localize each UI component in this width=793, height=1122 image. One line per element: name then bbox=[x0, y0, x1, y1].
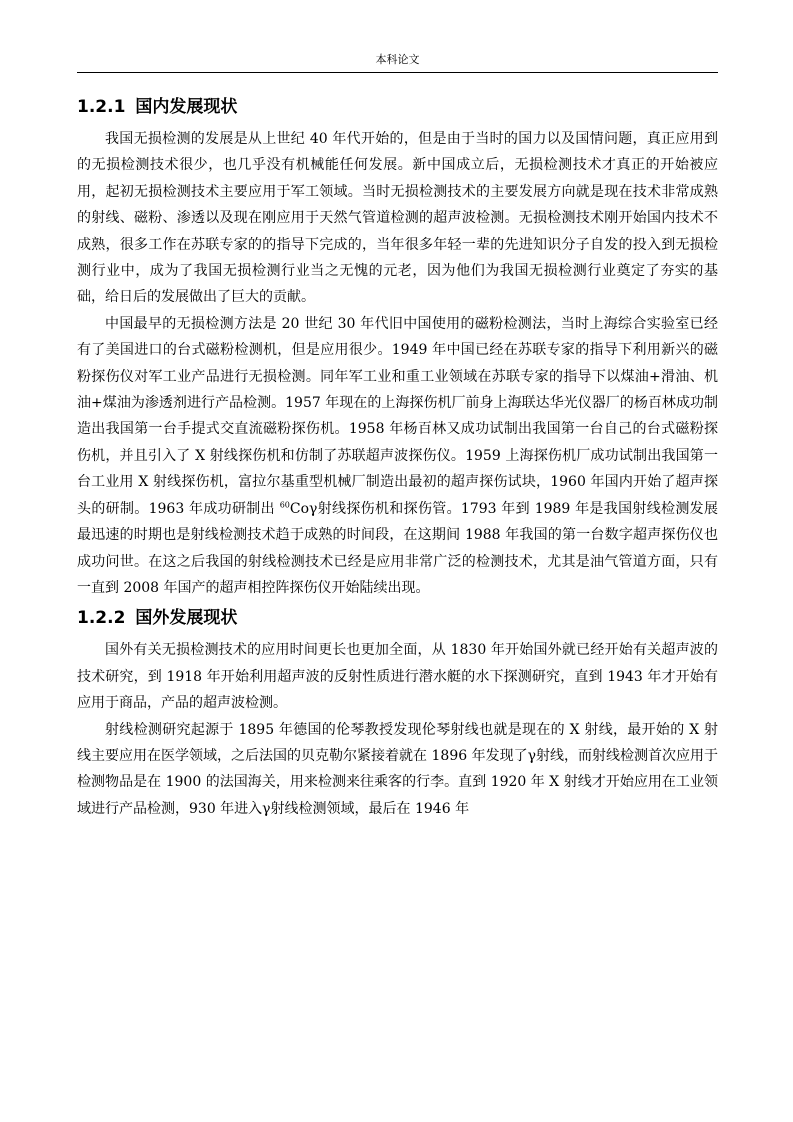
paragraph-text: Coγ射线探伤机和探伤管。1793 年到 1989 年是我国射线检测发展最迅速的时期也是射线检测技术趋于成熟的时间段，在这期间 1988 年我国的第一台数字超声探伤仪也成功问世。在这之后我国的射线检测技术已经是应用非常广泛的检测技术，尤其是油气管道方面，只有一直到 2008 年国产的超声相控阵探伤仪开始陆续出现。 bbox=[77, 500, 718, 596]
page-content bbox=[77, 94, 718, 822]
paragraph-text: 中国最早的无损检测方法是 20 世纪 30 年代旧中国使用的磁粉检测法，当时上海综合实验室已经有了美国进口的台式磁粉检测机，但是应用很少。1949 年中国已经在苏联专家的指导下利用新兴的磁粉探伤仪对军工业产品进行无损检测。同年军工业和重工业领域在苏联专家的指导下以煤油+滑油、机油+煤油为渗透剂进行产品检测。1957 年现在的上海探伤机厂前身上海联达华光仪器厂的杨百林成功制造出我国第一台手提式交直流磁粉探伤机。1958 年杨百林又成功试制出我国第一台自己的台式磁粉探伤机，并且引入了 X 射线探伤机和仿制了苏联超声波探伤仪。1959 上海探伤机厂成功试制出我国第一台工业用 X 射线探伤机，富拉尔基重型机械厂制造出最初的超声探伤试块，1960 年国内开始了超声探头的研制。1963 年成功研制出 bbox=[77, 315, 718, 517]
paragraph bbox=[77, 311, 718, 601]
paragraph: 国外有关无损检测技术的应用时间更长也更加全面，从 1830 年开始国外就已经开始有关超声波的技术研究，到 1918 年开始利用超声波的反射性质进行潜水艇的水下探测研究，直到 1943 年才开始有应用于商品，产品的超声波检测。 bbox=[77, 642, 718, 712]
section-number: 1.2.1 bbox=[77, 97, 126, 117]
section-title: 国外发展现状 bbox=[135, 608, 238, 629]
section-heading bbox=[77, 94, 718, 120]
section-title: 国内发展现状 bbox=[135, 97, 238, 117]
paragraph: 射线检测研究起源于 1895 年德国的伦琴教授发现伦琴射线也就是现在的 X 射线，最开始的 X 射线主要应用在医学领域，之后法国的贝克勒尔紧接着就在 1896 年发现了γ射线，而射线检测首次应用于检测物品是在 1900 的法国海关，用来检测来往乘客的行李。直到 1920 年 X 射线才开始应用在工业领域进行产品检测，930 年进入γ射线检测领域，最后在 1946 年 bbox=[77, 721, 718, 817]
page-header: 本科论文 bbox=[77, 52, 718, 73]
section-number: 1.2.2 bbox=[77, 608, 126, 629]
section-heading bbox=[77, 605, 718, 631]
isotope-superscript: 60 bbox=[279, 500, 290, 510]
paragraph: 我国无损检测的发展是从上世纪 40 年代开始的，但是由于当时的国力以及国情问题，真正应用到的无损检测技术很少，也几乎没有机械能任何发展。新中国成立后，无损检测技术才真正的开始被应用，起初无损检测技术主要应用于军工领域。当时无损检测技术的主要发展方向就是现在技术非常成熟的射线、磁粉、渗透以及现在刚应用于天然气管道检测的超声波检测。无损检测技术刚开始国内技术不成熟，很多工作在苏联专家的的指导下完成的，当年很多年轻一辈的先进知识分子自发的投入到无损检测行业中，成为了我国无损检测行业当之无愧的元老，因为他们为我国无损检测行业奠定了夯实的基础，给日后的发展做出了巨大的贡献。 bbox=[77, 131, 718, 306]
